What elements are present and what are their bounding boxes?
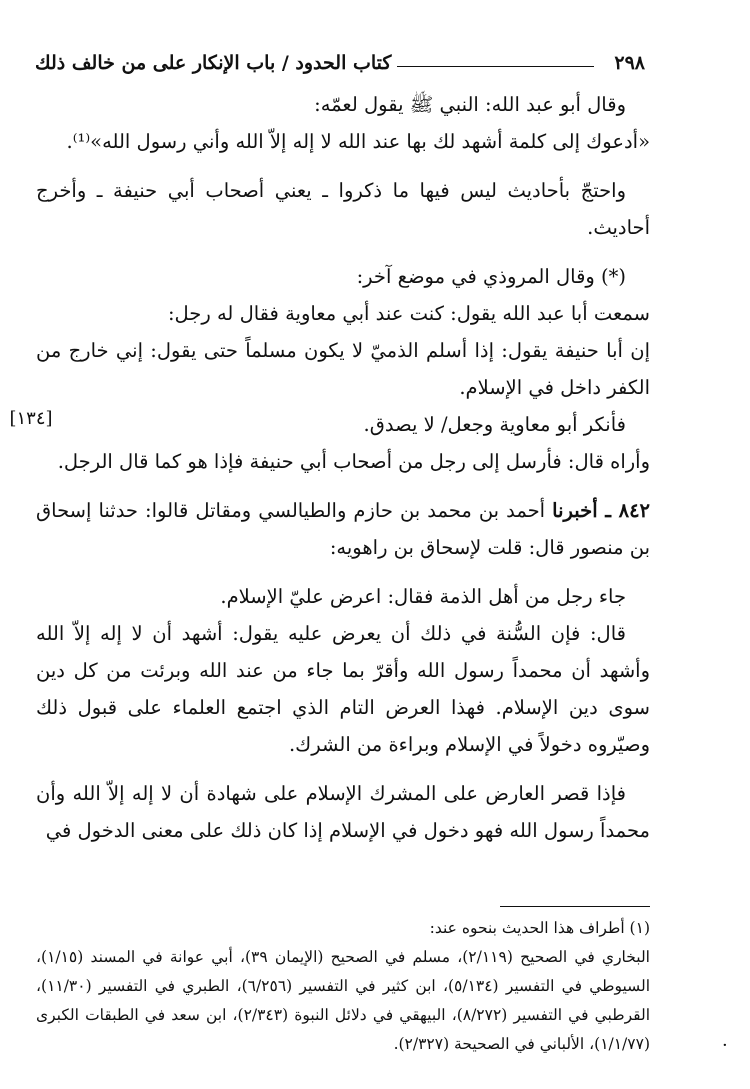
- paragraph: إن أبا حنيفة يقول: إذا أسلم الذميّ لا يكون مسلماً حتى يقول: إني خارج من الكفر داخل في الإسلام.: [36, 339, 650, 399]
- page-number: ٢٩٨: [614, 52, 645, 74]
- footnote-text: البخاري في الصحيح (٢/١١٩)، مسلم في الصحيح (الإيمان ٣٩)، أبي عوانة في المسند (١/١٥)، السيوطي في التفسير (٥/١٣٤)، ابن كثير في التفسير (٦/٢٥٦)، الطبري في التفسير (١١/٣٠)، القرطبي في التفسير (٨/٢٧٢)، البيهقي في دلائل النبوة (٢/٣٤٣)، ابن سعد في الطبقات الكبرى (١/١/٧٧)، الألباني في الصحيحة (٢/٣٢٧).: [36, 948, 650, 1053]
- hadith-paragraph: [36, 492, 650, 566]
- paragraph: وأراه قال: فأرسل إلى رجل من أصحاب أبي حنيفة فإذا هو كما قال الرجل.: [57, 450, 650, 473]
- paragraph: فأنكر أبو معاوية وجعل/ لا يصدق.: [363, 413, 626, 436]
- hadith-text: أحمد بن محمد بن حازم والطيالسي ومقاتل قالوا: حدثنا إسحاق بن منصور قال: قلت لإسحاق بن راهويه:: [36, 499, 650, 559]
- footnote-heading: (١) أطراف هذا الحديث بنحوه عند:: [429, 919, 650, 937]
- paragraph: (*) وقال المروذي في موضع آخر:: [356, 265, 626, 288]
- running-header: [35, 40, 645, 74]
- paragraph: قال: فإن السُّنة في ذلك أن يعرض عليه يقول: أشهد أن لا إله إلاّ الله وأشهد أن محمداً رسول الله وأقرّ بما جاء من عند الله وبرئت من كل دين سوى دين الإسلام. فهذا العرض التام الذي اجتمع العلماء على قبول ذلك وصيّروه دخولاً في الإسلام وبراءة من الشرك.: [36, 622, 650, 756]
- margin-page-reference: [١٣٤]: [9, 408, 53, 429]
- paragraph: جاء رجل من أهل الذمة فقال: اعرض عليّ الإسلام.: [220, 585, 626, 608]
- footnotes: [36, 914, 650, 1059]
- paragraph: واحتجّ بأحاديث ليس فيها ما ذكروا ـ يعني أصحاب أبي حنيفة ـ وأخرج أحاديث.: [36, 179, 650, 239]
- paragraph: سمعت أبا عبد الله يقول: كنت عند أبي معاوية فقال له رجل:: [167, 302, 650, 325]
- margin-dot: ·: [722, 1035, 728, 1056]
- chapter-title: كتاب الحدود / باب الإنكار على من خالف ذلك: [35, 52, 392, 74]
- paragraph: فإذا قصر العارض على المشرك الإسلام على شهادة أن لا إله إلاّ الله وأن محمداً رسول الله فهو دخول في الإسلام إذا كان ذلك على معنى الدخول في: [36, 782, 650, 842]
- header-rule: [397, 66, 594, 67]
- paragraph: وقال أبو عبد الله: النبي ﷺ يقول لعمّه:: [314, 93, 626, 116]
- paragraph: «أدعوك إلى كلمة أشهد لك بها عند الله لا إله إلاّ الله وأني رسول الله»⁽¹⁾.: [66, 130, 650, 153]
- hadith-number: ٨٤٢ ـ أخبرنا: [552, 499, 651, 522]
- footnote-rule: [500, 906, 650, 907]
- main-text: [36, 86, 650, 849]
